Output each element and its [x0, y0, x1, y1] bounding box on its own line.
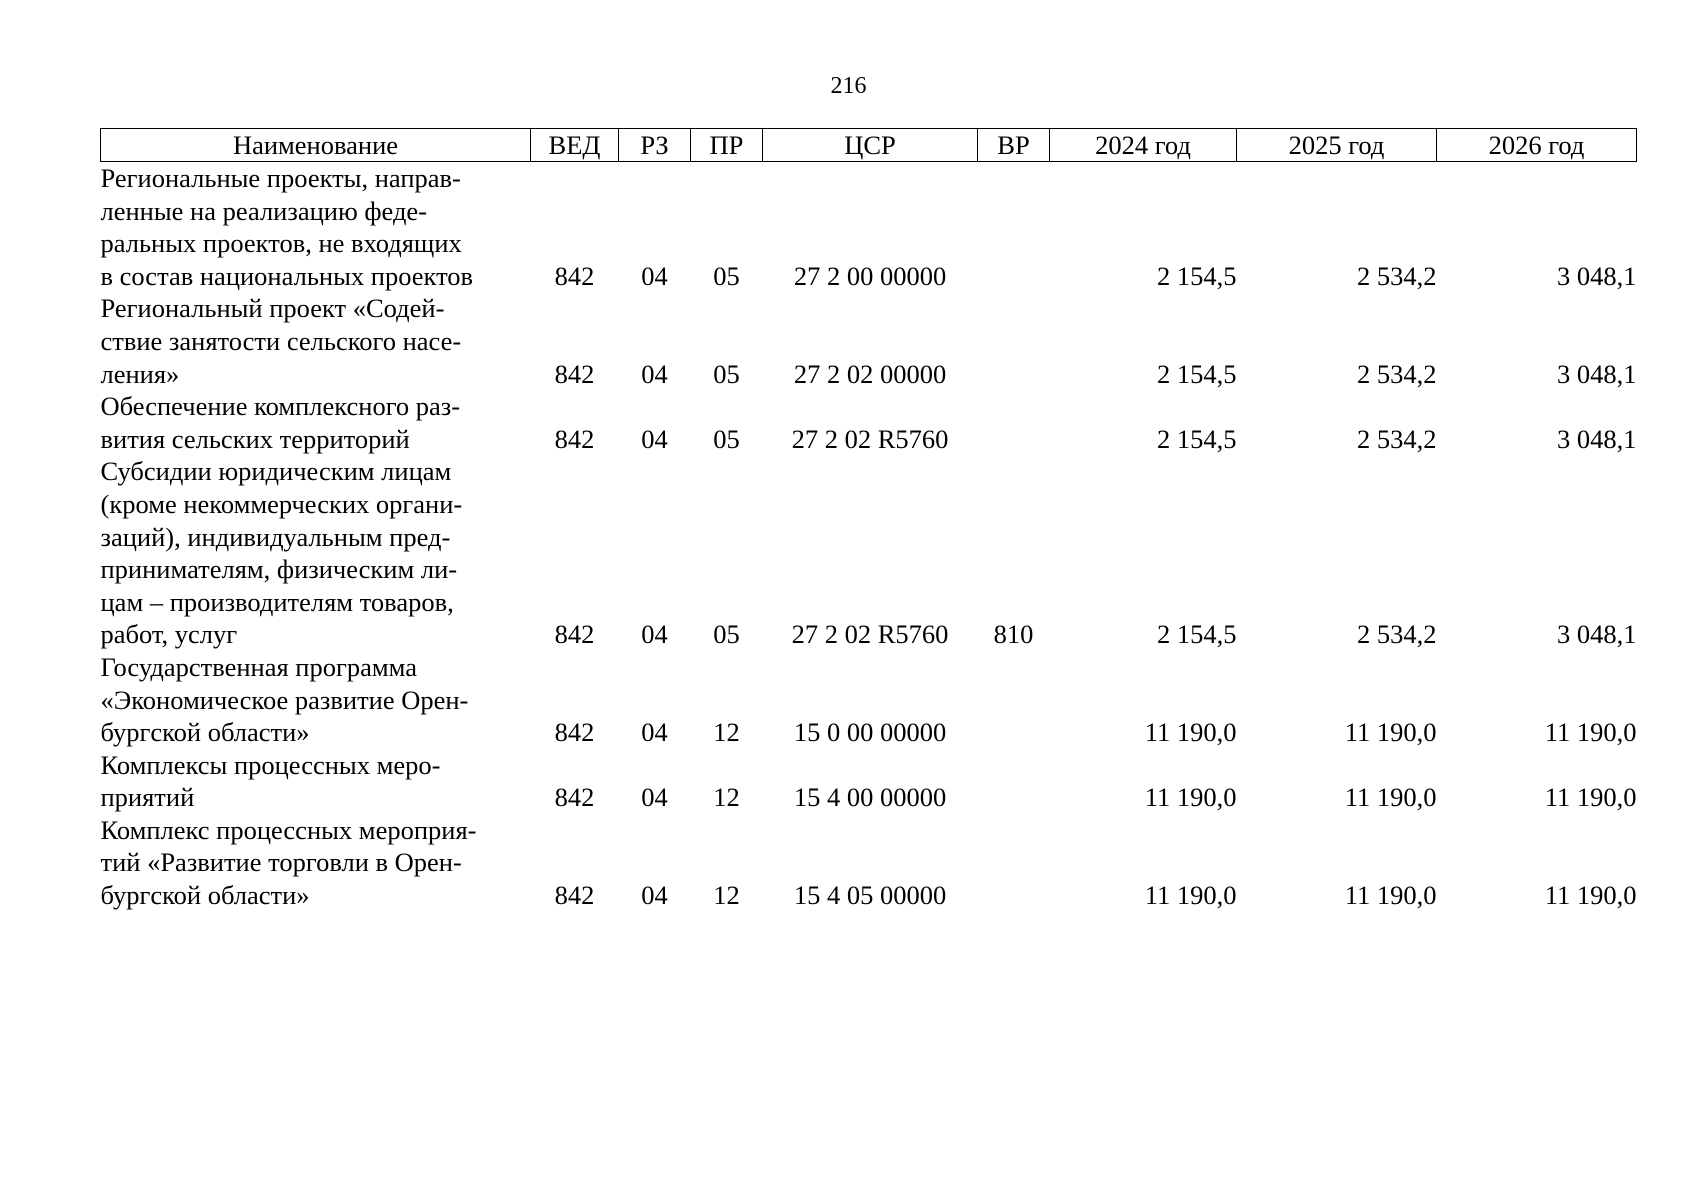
row-name-line: бургской области»	[100, 880, 310, 911]
row-name-line: ствие занятости сельского насе-	[100, 325, 462, 356]
row-name-cell	[101, 390, 531, 455]
row-name-line: Комплексы процессных меро-	[100, 749, 441, 780]
row-name-line: в состав национальных проектов	[100, 260, 474, 291]
row-name-cell	[101, 814, 531, 912]
value-2025-cell: 2 534,2	[1357, 423, 1437, 454]
column-header-name: Наименование	[101, 129, 531, 162]
vr-cell	[978, 749, 1050, 814]
vr-cell	[978, 390, 1050, 455]
column-header-csr: ЦСР	[763, 129, 978, 162]
csr-cell: 27 2 02 00000	[793, 358, 947, 389]
pr-cell: 05	[713, 358, 740, 389]
table-row	[101, 390, 1637, 455]
row-name-line: вития сельских территорий	[100, 423, 410, 454]
rz-cell: 04	[641, 260, 668, 291]
row-name-line: бургской области»	[100, 717, 310, 748]
row-name-cell	[101, 162, 531, 293]
row-name-line: принимателям, физическим ли-	[100, 554, 458, 585]
csr-cell: 27 2 02 R5760	[791, 423, 949, 454]
row-name-line: Региональные проекты, направ-	[100, 163, 461, 193]
page-number: 216	[830, 73, 867, 99]
value-2024-cell: 11 190,0	[1144, 880, 1237, 911]
value-2025-cell: 11 190,0	[1344, 717, 1437, 748]
row-name-line: ления»	[100, 358, 180, 389]
row-name-cell	[101, 292, 531, 390]
column-header-pr: ПР	[691, 129, 763, 162]
table-row	[101, 162, 1637, 293]
vr-cell	[978, 814, 1050, 912]
row-name-line: Региональный проект «Содей-	[100, 293, 445, 324]
rz-cell: 04	[641, 423, 668, 454]
ved-cell: 842	[554, 782, 595, 813]
row-name-cell	[101, 651, 531, 749]
value-2025-cell: 11 190,0	[1344, 782, 1437, 813]
csr-cell: 27 2 00 00000	[793, 260, 947, 291]
row-name-line: ленные на реализацию феде-	[100, 195, 428, 226]
table-row	[101, 814, 1637, 912]
row-name-line: Субсидии юридическим лицам	[100, 456, 452, 487]
rz-cell: 04	[641, 782, 668, 813]
value-2025-cell: 2 534,2	[1357, 358, 1437, 389]
column-header-ved: ВЕД	[531, 129, 619, 162]
pr-cell: 05	[713, 619, 740, 650]
value-2026-cell: 3 048,1	[1557, 423, 1637, 454]
table-row	[101, 749, 1637, 814]
value-2025-cell: 11 190,0	[1344, 880, 1437, 911]
ved-cell: 842	[554, 880, 595, 911]
value-2025-cell: 2 534,2	[1357, 619, 1437, 650]
row-name-line: «Экономическое развитие Орен-	[100, 684, 469, 715]
value-2024-cell: 11 190,0	[1144, 782, 1237, 813]
value-2026-cell: 3 048,1	[1557, 260, 1637, 291]
pr-cell: 12	[713, 782, 740, 813]
value-2026-cell: 3 048,1	[1557, 619, 1637, 650]
rz-cell: 04	[641, 619, 668, 650]
value-2024-cell: 11 190,0	[1144, 717, 1237, 748]
column-header-2025: 2025 год	[1237, 129, 1437, 162]
ved-cell: 842	[554, 717, 595, 748]
row-name-line: приятий	[100, 782, 195, 813]
value-2025-cell: 2 534,2	[1357, 260, 1437, 291]
value-2024-cell: 2 154,5	[1157, 358, 1237, 389]
vr-cell	[978, 651, 1050, 749]
rz-cell: 04	[641, 358, 668, 389]
ved-cell: 842	[554, 423, 595, 454]
pr-cell: 05	[713, 260, 740, 291]
column-header-vr: ВР	[978, 129, 1050, 162]
row-name-line: заций), индивидуальным пред-	[100, 521, 451, 552]
value-2024-cell: 2 154,5	[1157, 619, 1237, 650]
value-2026-cell: 11 190,0	[1544, 880, 1637, 911]
csr-cell: 15 4 05 00000	[793, 880, 947, 911]
vr-cell: 810	[993, 619, 1034, 650]
budget-table	[100, 128, 1637, 912]
value-2024-cell: 2 154,5	[1157, 423, 1237, 454]
vr-cell	[978, 162, 1050, 293]
ved-cell: 842	[554, 619, 595, 650]
table-row	[101, 651, 1637, 749]
csr-cell: 27 2 02 R5760	[791, 619, 949, 650]
table-body	[101, 162, 1637, 912]
row-name-line: тий «Развитие торговли в Орен-	[100, 847, 462, 878]
row-name-line: Комплекс процессных мероприя-	[100, 814, 477, 845]
value-2026-cell: 11 190,0	[1544, 717, 1637, 748]
rz-cell: 04	[641, 717, 668, 748]
row-name-line: цам – производителям товаров,	[100, 586, 454, 617]
ved-cell: 842	[554, 358, 595, 389]
row-name-line: Обеспечение комплексного раз-	[100, 391, 461, 422]
value-2026-cell: 3 048,1	[1557, 358, 1637, 389]
vr-cell	[978, 292, 1050, 390]
pr-cell: 12	[713, 880, 740, 911]
row-name-line: Государственная программа	[100, 651, 417, 682]
row-name-cell	[101, 749, 531, 814]
table-row	[101, 455, 1637, 651]
pr-cell: 05	[713, 423, 740, 454]
column-header-2026: 2026 год	[1437, 129, 1637, 162]
table-row	[101, 292, 1637, 390]
row-name-line: ральных проектов, не входящих	[100, 228, 462, 259]
table-header-row	[101, 129, 1637, 162]
csr-cell: 15 4 00 00000	[793, 782, 947, 813]
row-name-line: работ, услуг	[100, 619, 238, 650]
csr-cell: 15 0 00 00000	[793, 717, 947, 748]
row-name-line: (кроме некоммерческих органи-	[100, 488, 463, 519]
column-header-2024: 2024 год	[1050, 129, 1237, 162]
column-header-rz: РЗ	[619, 129, 691, 162]
value-2024-cell: 2 154,5	[1157, 260, 1237, 291]
row-name-cell	[101, 455, 531, 651]
pr-cell: 12	[713, 717, 740, 748]
ved-cell: 842	[554, 260, 595, 291]
rz-cell: 04	[641, 880, 668, 911]
value-2026-cell: 11 190,0	[1544, 782, 1637, 813]
